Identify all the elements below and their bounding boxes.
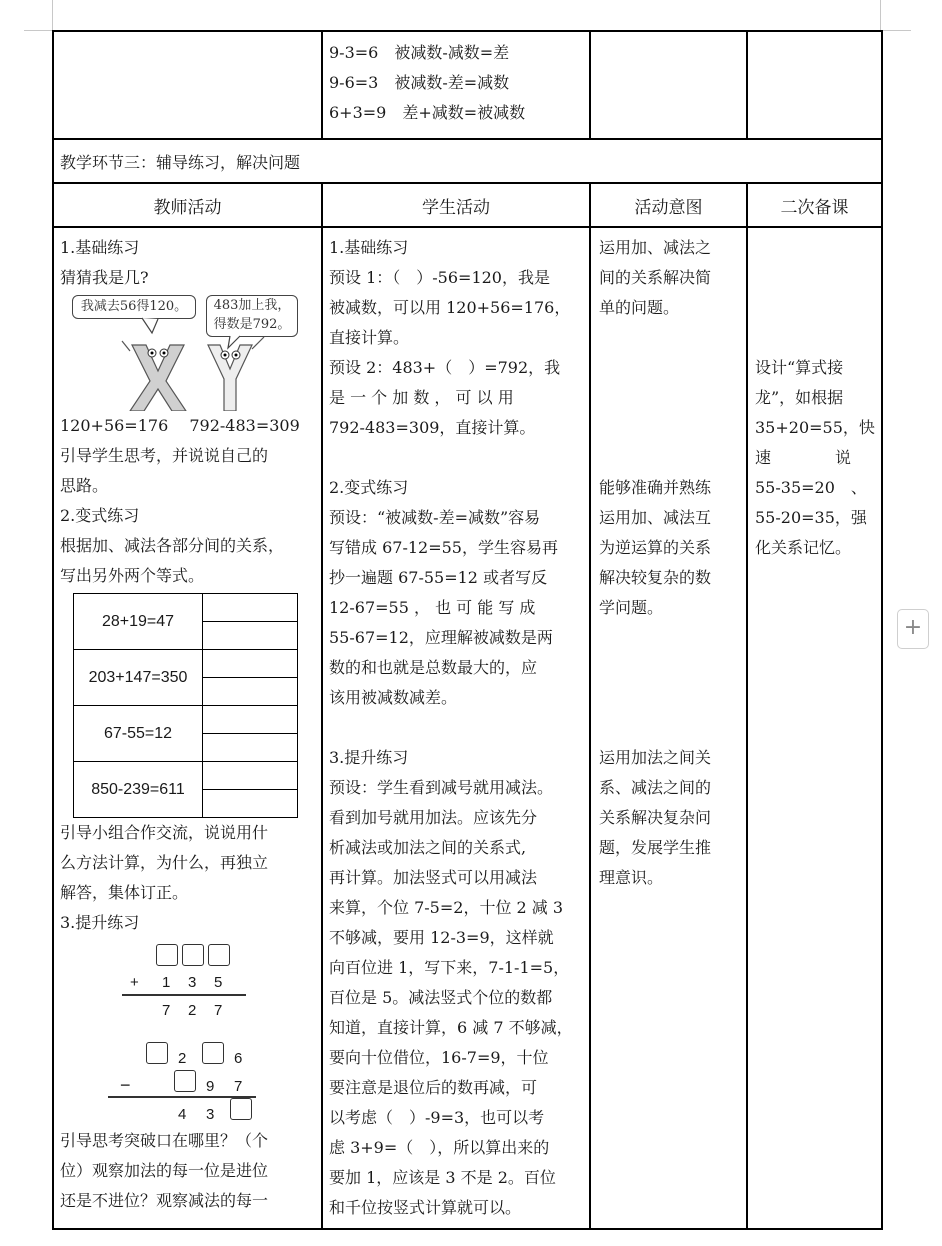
text-line: 知道，直接计算，6 减 7 不够减， xyxy=(329,1018,573,1037)
text-line: 根据加、减法各部分间的关系， xyxy=(60,536,285,555)
text-line: 速 说 xyxy=(755,448,852,467)
corner-mark-right xyxy=(880,0,881,30)
cell-empty xyxy=(590,31,747,139)
lesson-plan-table xyxy=(52,30,883,1230)
digit: 6 xyxy=(234,1050,243,1067)
answer-blank[interactable] xyxy=(203,650,298,678)
student-text-block xyxy=(323,228,589,1223)
cell-student-activity xyxy=(322,227,590,1229)
text-line: 792-483=309，直接计算。 xyxy=(329,418,536,437)
text-line: 3.提升练习 xyxy=(60,913,140,932)
text-line: 120+56=176 792-483=309 xyxy=(60,416,300,435)
text-line: 能够准确并熟练 xyxy=(599,478,712,497)
text-line: 6+3=9 差+减数=被减数 xyxy=(329,103,526,122)
header-teacher: 教师活动 xyxy=(53,183,322,227)
header-second-prep: 二次备课 xyxy=(747,183,882,227)
text-line: 写错成 67-12=55，学生容易再 xyxy=(329,538,558,557)
digit-box[interactable] xyxy=(202,1042,224,1064)
vertical-subtraction xyxy=(60,1026,321,1126)
text-line: 预设 2：483+（ ）=792，我 xyxy=(329,358,561,377)
text-line: 抄一遍题 67-55=12 或者写反 xyxy=(329,568,548,587)
header-row xyxy=(53,183,882,227)
text-line: 55-67=12，应理解被减数是两 xyxy=(329,628,553,647)
text-line: 引导学生思考，并说说自己的 xyxy=(60,446,269,465)
text-line xyxy=(329,713,589,743)
text-line: 猜猜我是几? xyxy=(60,268,149,287)
answer-blank[interactable] xyxy=(203,678,298,706)
guess-number-illustration xyxy=(60,293,310,411)
text-line: 预设：学生看到减号就用减法。 xyxy=(329,778,554,797)
header-student: 学生活动 xyxy=(322,183,590,227)
equation-table xyxy=(73,593,298,818)
text-line: 理意识。 xyxy=(599,868,664,887)
digit: 5 xyxy=(214,974,223,991)
vertical-addition xyxy=(60,938,321,1026)
text-line: 还是不进位？观察减法的每一 xyxy=(60,1191,269,1210)
digit: 4 xyxy=(178,1106,187,1123)
equation-cell: 203+147=350 xyxy=(74,650,203,706)
text-line: 为逆运算的关系 xyxy=(599,538,712,557)
digit: 3 xyxy=(206,1106,215,1123)
text-line: 题，发展学生推 xyxy=(599,838,712,857)
text-line: 9-3=6 被减数-减数=差 xyxy=(329,43,510,62)
text-line: 运用加、减法之 xyxy=(599,238,712,257)
answer-blank[interactable] xyxy=(203,790,298,818)
digit: 7 xyxy=(162,1002,171,1019)
sum-line xyxy=(122,994,246,996)
answer-blank[interactable] xyxy=(203,762,298,790)
equation-cell: 67-55=12 xyxy=(74,706,203,762)
text-line: 和千位按竖式计算就可以。 xyxy=(329,1198,522,1217)
text-line: 不够减，要用 12-3=9，这样就 xyxy=(329,928,554,947)
digit: 1 xyxy=(162,974,171,991)
text-line: 35+20=55，快 xyxy=(755,418,875,437)
text-line: 思路。 xyxy=(60,476,109,495)
text-line: 运用加法之间关 xyxy=(599,748,712,767)
text-line: 2.变式练习 xyxy=(329,478,409,497)
cell-empty xyxy=(747,31,882,139)
text-line: 设计“算式接 xyxy=(755,358,844,377)
answer-blank[interactable] xyxy=(203,706,298,734)
text-line: 要加 1，应该是 3 不是 2。百位 xyxy=(329,1168,556,1187)
digit-box[interactable] xyxy=(156,944,178,966)
x-character-shape xyxy=(130,345,186,411)
digit-box[interactable] xyxy=(174,1070,196,1092)
equation-cell: 850-239=611 xyxy=(74,762,203,818)
text-line: 9-6=3 被减数-差=减数 xyxy=(329,73,510,92)
digit: 9 xyxy=(206,1078,215,1095)
corner-mark-left xyxy=(52,0,53,30)
corner-mark-right-h xyxy=(881,30,911,31)
text-line: 被减数，可以用 120+56=176， xyxy=(329,298,571,317)
bubble-right-text-1: 483加上我， xyxy=(213,298,291,313)
table-row xyxy=(53,139,882,183)
cell-previous-student xyxy=(322,31,590,139)
text-line: 向百位进 1，写下来，7-1-1=5， xyxy=(329,958,570,977)
text-line: 1.基础练习 xyxy=(329,238,409,257)
text-line: 间的关系解决简 xyxy=(599,268,712,287)
text-line: 化关系记忆。 xyxy=(755,538,852,557)
header-intent: 活动意图 xyxy=(590,183,747,227)
text-line: 看到加号就用加法。应该先分 xyxy=(329,808,538,827)
digit-box[interactable] xyxy=(182,944,204,966)
text-line: 位）观察加法的每一位是进位 xyxy=(60,1161,269,1180)
text-line: 龙”，如根据 xyxy=(755,388,844,407)
text-line: 数的和也就是总数最大的，应 xyxy=(329,658,538,677)
text-line: 55-35=20 、 xyxy=(755,478,867,497)
corner-mark-left-h xyxy=(24,30,52,31)
text-line xyxy=(329,443,589,473)
text-line: 以考虑（ ）-9=3，也可以考 xyxy=(329,1108,545,1127)
text-line: 3.提升练习 xyxy=(329,748,409,767)
digit: 7 xyxy=(234,1078,243,1095)
cell-activity-intent xyxy=(590,227,747,1229)
text-line: 么方法计算，为什么，再独立 xyxy=(60,853,269,872)
text-line: 解答，集体订正。 xyxy=(60,883,189,902)
y-character-shape xyxy=(208,345,252,411)
cell-empty xyxy=(53,31,322,139)
text-line: 该用被减数减差。 xyxy=(329,688,458,707)
digit: 7 xyxy=(214,1002,223,1019)
digit: 3 xyxy=(188,974,197,991)
text-line: 百位是 5。减法竖式个位的数都 xyxy=(329,988,553,1007)
text-line: 单的问题。 xyxy=(599,298,680,317)
text-line: 写出另外两个等式。 xyxy=(60,566,205,585)
text-line: 预设：“被减数-差=减数”容易 xyxy=(329,508,541,527)
digit-box[interactable] xyxy=(230,1098,252,1120)
section-title-cell xyxy=(53,139,882,183)
text-line: 引导小组合作交流，说说用什 xyxy=(60,823,269,842)
text-line: 要向十位借位，16-7=9，十位 xyxy=(329,1048,549,1067)
text-line: 1.基础练习 xyxy=(60,238,140,257)
bubble-left-text: 我减去56得120。 xyxy=(80,299,188,314)
text-line: 关系解决复杂问 xyxy=(599,808,712,827)
text-line: 预设 1：（ ）-56=120，我是 xyxy=(329,268,550,287)
text-line: 要注意是退位后的数再减，可 xyxy=(329,1078,538,1097)
answer-blank[interactable] xyxy=(203,734,298,762)
digit: 2 xyxy=(178,1050,187,1067)
digit-box[interactable] xyxy=(208,944,230,966)
plus-sign: + xyxy=(130,974,139,991)
text-line: 析减法或加法之间的关系式, xyxy=(329,838,527,857)
cell-second-prep xyxy=(747,227,882,1229)
text-line: 再计算。加法竖式可以用减法 xyxy=(329,868,538,887)
text-line: 虑 3+9=（ ），所以算出来的 xyxy=(329,1138,550,1157)
text-line: 12-67=55 ， 也 可 能 写 成 xyxy=(329,598,536,617)
bubble-right-text-2: 得数是792。 xyxy=(213,317,291,332)
digit: 2 xyxy=(188,1002,197,1019)
answer-blank[interactable] xyxy=(203,622,298,650)
section-title: 教学环节三：辅导练习，解决问题 xyxy=(60,152,301,172)
minus-sign: − xyxy=(120,1075,131,1095)
add-button[interactable]: + xyxy=(897,609,929,649)
text-line: 直接计算。 xyxy=(329,328,410,347)
text-line: 运用加、减法互 xyxy=(599,508,712,527)
text-line: 学问题。 xyxy=(599,598,664,617)
answer-blank[interactable] xyxy=(203,594,298,622)
digit-box[interactable] xyxy=(146,1042,168,1064)
text-line: 55-20=35，强 xyxy=(755,508,867,527)
cartoon-characters xyxy=(60,293,310,411)
text-line: 2.变式练习 xyxy=(60,506,140,525)
table-row xyxy=(53,227,882,1229)
text-line: 系、减法之间的 xyxy=(599,778,712,797)
text-line: 解决较复杂的数 xyxy=(599,568,712,587)
table-row xyxy=(53,31,882,139)
text-line: 是 一 个 加 数 ， 可 以 用 xyxy=(329,388,514,407)
text-line: 来算，个位 7-5=2，十位 2 减 3 xyxy=(329,898,564,917)
cell-teacher-activity xyxy=(53,227,322,1229)
text-line: 引导思考突破口在哪里？（个 xyxy=(60,1131,269,1150)
equation-cell: 28+19=47 xyxy=(74,594,203,650)
